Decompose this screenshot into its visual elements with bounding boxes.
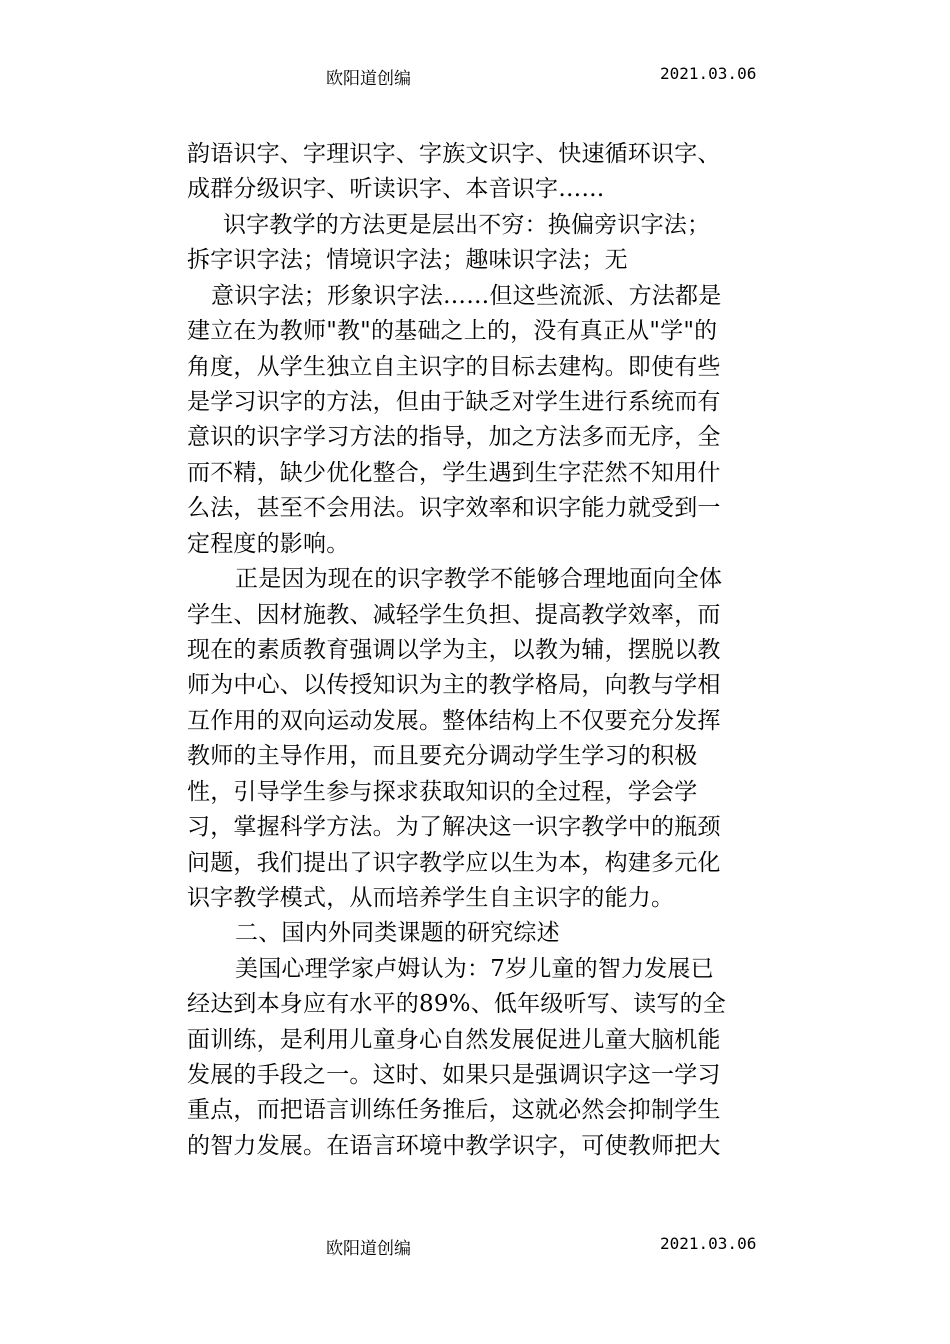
body-line: 意识字法；形象识字法……但这些流派、方法都是	[211, 283, 722, 309]
body-line: 习，掌握科学方法。为了解决这一识字教学中的瓶颈	[187, 814, 721, 840]
body-line: 的智力发展。在语言环境中教学识字，可使教师把大	[187, 1133, 721, 1159]
body-line: 面训练，是利用儿童身心自然发展促进儿童大脑机能	[187, 1027, 721, 1053]
body-line: 建立在为教师"教"的基础之上的，没有真正从"学"的	[187, 318, 718, 344]
body-line: 经达到本身应有水平的89%、低年级听写、读写的全	[187, 991, 726, 1017]
body-line: 互作用的双向运动发展。整体结构上不仅要充分发挥	[187, 708, 721, 734]
body-line: 成群分级识字、听读识字、本音识字……	[187, 176, 605, 202]
body-line: 美国心理学家卢姆认为：7岁儿童的智力发展已	[235, 956, 714, 982]
body-line: 重点，而把语言训练任务推后，这就必然会抑制学生	[187, 1097, 721, 1123]
body-line: 性，引导学生参与探求获取知识的全过程，学会学	[187, 779, 698, 805]
footer-author: 欧阳道创编	[326, 1239, 411, 1259]
body-line: 拆字识字法；情境识字法；趣味识字法；无	[187, 247, 628, 273]
body-line: 正是因为现在的识字教学不能够合理地面向全体	[235, 566, 723, 592]
body-line: 韵语识字、字理识字、字族文识字、快速循环识字、	[187, 141, 721, 167]
body-line: 角度，从学生独立自主识字的目标去建构。即使有些	[187, 354, 721, 380]
body-line: 学生、因材施教、减轻学生负担、提高教学效率，而	[187, 602, 721, 628]
body-line: 是学习识字的方法，但由于缺乏对学生进行系统而有	[187, 389, 721, 415]
body-line: 师为中心、以传授知识为主的教学格局，向教与学相	[187, 672, 721, 698]
body-line: 识字教学模式，从而培养学生自主识字的能力。	[187, 885, 675, 911]
page-header	[0, 64, 950, 94]
body-line: 问题，我们提出了识字教学应以生为本，构建多元化	[187, 850, 721, 876]
section-heading: 二、国内外同类课题的研究综述	[235, 920, 560, 946]
header-date: 2021.03.06	[660, 64, 757, 83]
footer-date: 2021.03.06	[660, 1234, 757, 1253]
body-line: 发展的手段之一。这时、如果只是强调识字这一学习	[187, 1062, 721, 1088]
body-line: 识字教学的方法更是层出不穷：换偏旁识字法；	[223, 212, 711, 238]
body-line: 教师的主导作用，而且要充分调动学生学习的积极	[187, 743, 698, 769]
body-line: 定程度的影响。	[187, 531, 350, 557]
body-line: 意识的识字学习方法的指导，加之方法多而无序，全	[187, 424, 721, 450]
body-line: 么法，甚至不会用法。识字效率和识字能力就受到一	[187, 495, 721, 521]
body-line: 现在的素质教育强调以学为主，以教为辅，摆脱以教	[187, 637, 721, 663]
body-line: 而不精，缺少优化整合，学生遇到生字茫然不知用什	[187, 460, 721, 486]
header-author: 欧阳道创编	[326, 69, 411, 89]
page-footer	[0, 1234, 950, 1264]
